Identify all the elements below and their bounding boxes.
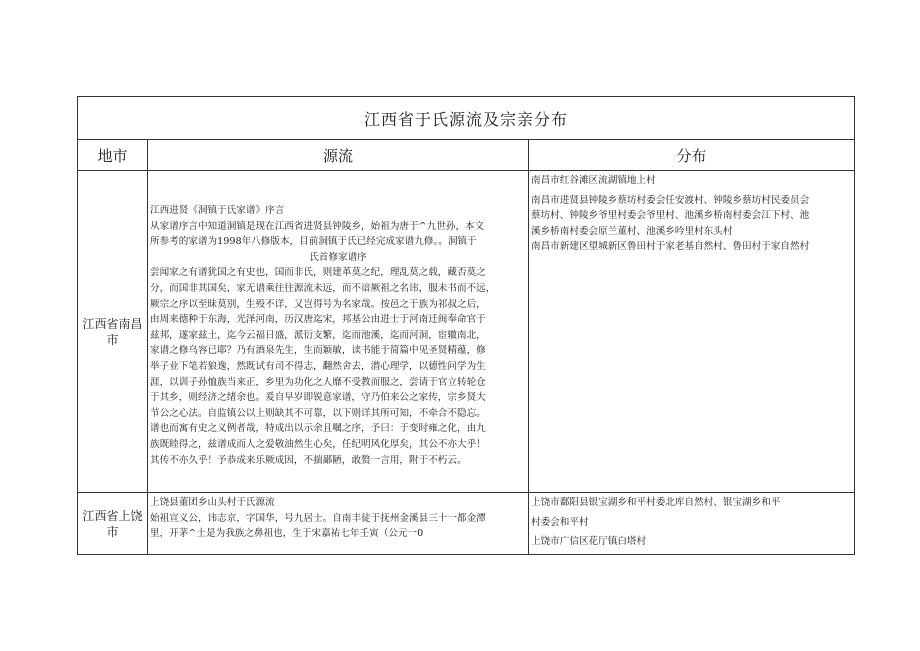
source-line: 于其乡，则经济之绪余也。爰自早岁即锐意家谱，守乃伯来公之家传，宗乡贤大	[150, 392, 486, 404]
source-line: 其传不亦久乎！予恭成来乐厥成因，不揣鄙陋，敢赘一言用，附于不朽云。	[150, 454, 467, 466]
source-line: 兹邦，遂家兹土，迄今云福日盛，派衍支繁，迄而池溪，迄而河洞，宦辙南北，	[150, 329, 486, 341]
distribution-cell	[529, 171, 855, 493]
source-line: 举子业下笔若狼逸，然既试有司不得志，翻然舍去，潜心理学，以德性问学为生	[150, 360, 486, 372]
table-row	[78, 493, 855, 555]
document-title: 江西省于氏源流及宗亲分布	[78, 97, 855, 140]
distribution-table	[77, 96, 855, 555]
distribution-line: 溪乡桥南村委会原兰董村、池溪乡吟里村东头村	[531, 225, 733, 237]
distribution-line: 蔡坊村、钟陵乡爷里村委会爷里村、池溪乡桥南村委会江下村、池	[531, 210, 810, 222]
source-line: 江西进贤《洞镇于氏家谱》序言	[150, 205, 285, 216]
source-line: 家谱之修乌容已耶？乃有酒泉先生，生而颖敏，读书能于简篇中见圣贤精蕴，修	[150, 345, 486, 357]
source-line: 厥宗之序以至昧莫别，生殁不详，又岂得号为名家哉。按邑之于族为祁叔之后，	[150, 298, 486, 310]
source-line: 族既睦得之，兹谱成而人之爱敬油然生心矣，任纪明风化厚矣，其公不亦大乎！	[150, 438, 486, 450]
source-line: 尝闻家之有谱犹国之有史也，国而非氏，则建革莫之纪，理乱莫之载，藏否莫之	[150, 267, 486, 279]
distribution-cell	[529, 493, 855, 555]
source-line: 由周来德种于东海，光泽河南，历汉唐迄宋，邦基公由进士于河南迁闽奉命官于	[150, 314, 486, 326]
header-region: 地市	[78, 140, 148, 171]
region-cell: 江西省上饶市	[78, 493, 148, 555]
source-line: 从家谱序言中知道洞镇是现在江西省进贤县钟陵乡，始祖为唐于^九世孙，本文	[150, 220, 485, 232]
table-row	[78, 171, 855, 493]
distribution-line: 南昌市进贤县钟陵乡蔡坊村委会任安渡村、钟陵乡蔡坊村民委员会	[531, 194, 810, 206]
distribution-line: 南昌市红谷滩区流湖镇地上村	[531, 175, 656, 186]
source-line: 涯，以训子孙恤族当来正，乡里为功化之人靡不受教而服之，尝请于官立转轮仓	[150, 376, 486, 388]
source-line: 氏首修家谱序	[309, 251, 367, 263]
source-line: 所参考的家谱为1998年八修版本，目前洞镇于氏已经完成家谱九修。。洞镇于	[150, 236, 477, 248]
source-line: 上饶县董团乡山头村于氏源流	[150, 497, 275, 508]
source-line: 始祖宣义公，讳志京，字国华，号九居士。自南丰徒于抚州金溪县三十一都金潭	[150, 512, 486, 524]
header-source: 源流	[148, 140, 529, 171]
source-line: 分，而国非其国矣，家无谱乘往往源流未远，而不谙厥祖之名讳，服未书而不远，	[150, 282, 496, 294]
source-line: 里，开茅^土是为我族之鼻祖也，生于宋嘉祐七年壬寅（公元一0	[150, 528, 424, 540]
distribution-line: 南昌市新建区望城新区鲁田村于家老基自然村、鲁田村于家自然村	[531, 241, 810, 253]
distribution-line: 村委会和平村	[531, 516, 589, 528]
source-cell	[148, 171, 529, 493]
distribution-line: 上饶市鄱阳县银宝湖乡和平村委北库自然村、银宝湖乡和平	[531, 497, 781, 508]
source-line: 节公之心法。自监镇公以上则缺其不可靠，以下则详其所可知，不牵合不隐忘。	[150, 407, 486, 419]
source-cell	[148, 493, 529, 555]
header-distribution: 分布	[529, 140, 855, 171]
distribution-line: 上饶市广信区花厅镇白塔村	[531, 536, 647, 548]
source-line: 谱也而寓有史之义例者哉，特成出以示余且嘱之序，予曰：于变时雍之化，由九	[150, 423, 486, 435]
region-cell: 江西省南昌市	[78, 171, 148, 493]
